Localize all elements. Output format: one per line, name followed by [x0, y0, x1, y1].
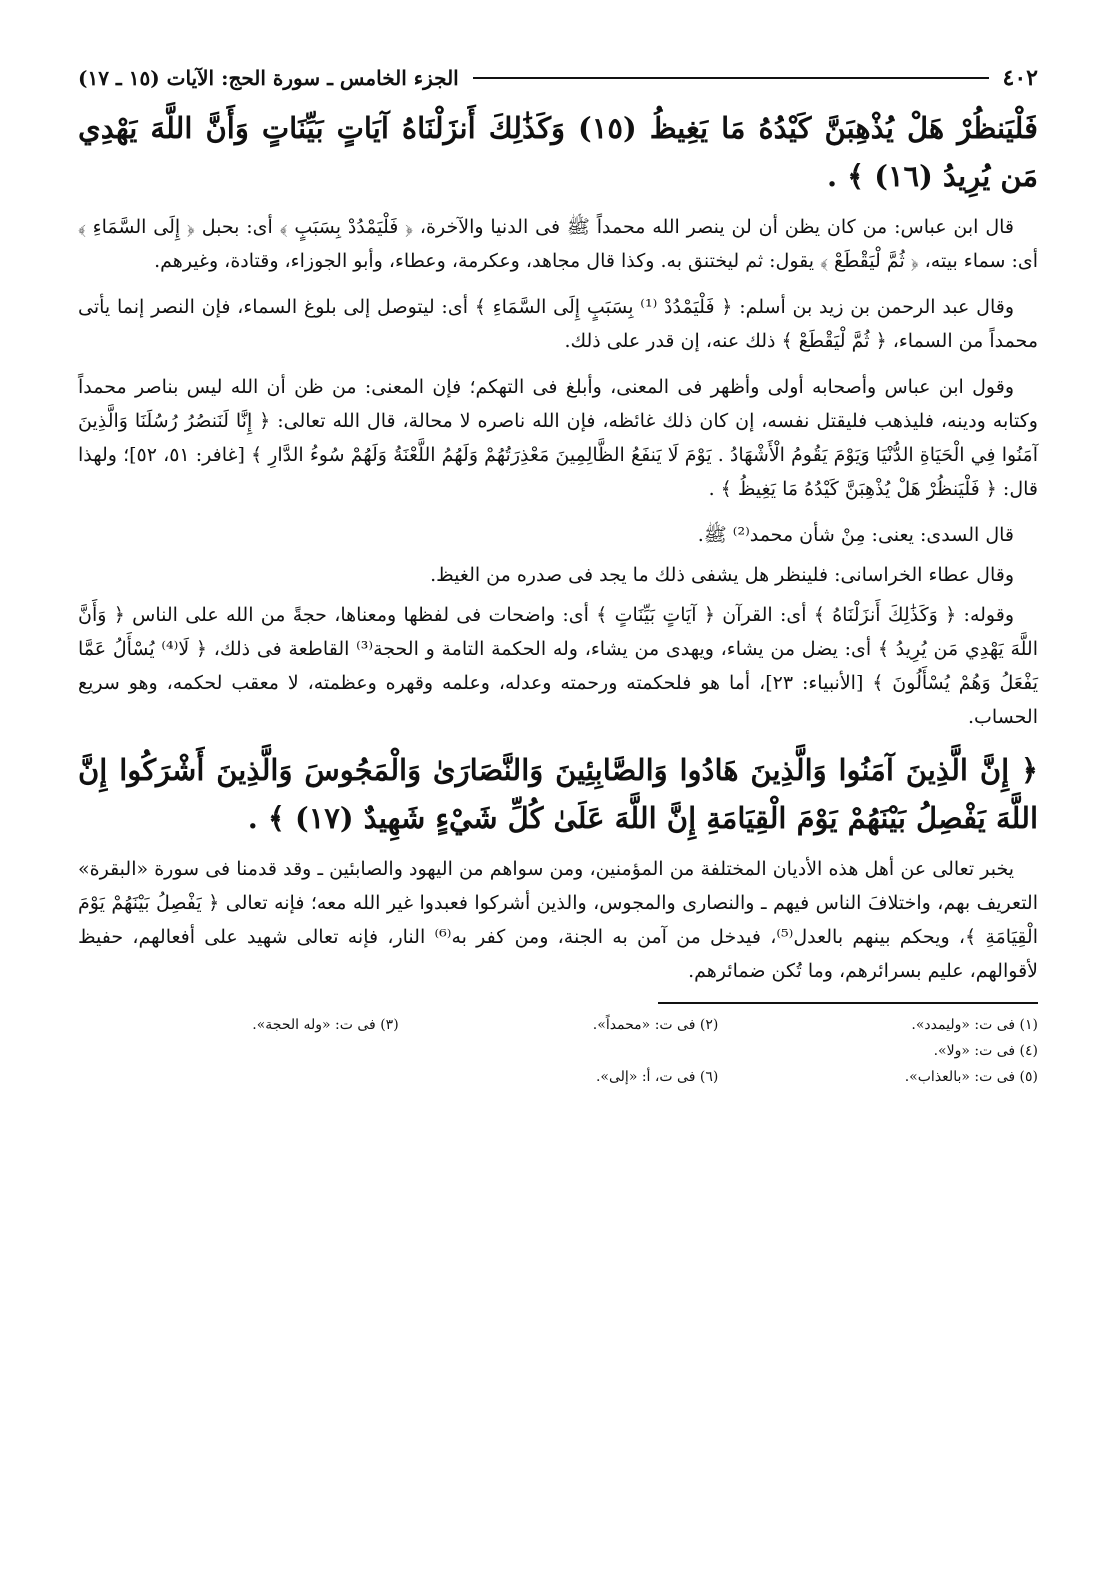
paragraph-verse-16: وقوله: ﴿ وَكَذَٰلِكَ أَنزَلْنَاهُ ﴾ أى: القرآن ﴿ آيَاتٍ بَيِّنَاتٍ ﴾ أى: واضحات فى لفظها ومعناها، حجةً من الله على الناس ﴿ وَأَنَّ اللَّهَ يَهْدِي مَن يُرِيدُ ﴾ أى: يضل من يشاء، ويهدى من يشاء، وله الحكمة التامة و الحجة⁽³⁾ القاطعة فى ذلك، ﴿ لَا⁽⁴⁾ يُسْأَلُ عَمَّا يَفْعَلُ وَهُمْ يُسْأَلُونَ ﴾ [الأنبياء: ٢٣]، أما هو فلحكمته ورحمته وعدله، وعلمه وقهره وعظمته، لا معقب لحكمه، وهو سريع الحساب.	[78, 604, 1038, 728]
paragraph-ata: وقال عطاء الخراسانى: فلينظر هل يشفى ذلك ما يجد فى صدره من الغيظ.	[430, 564, 1014, 586]
footnote-3: (٣) فى ت: «وله الحجة».	[252, 1017, 399, 1033]
page-number: ٤٠٢	[1002, 65, 1038, 91]
paragraph-commentary: وقول ابن عباس وأصحابه أولى وأظهر فى المعنى، وأبلغ فى التهكم؛ فإن المعنى: من ظن أن الله ليس بناصر محمداً وكتابه ودينه، فليذهب فليقتل نفسه، إن كان ذلك غائظه، فإن الله ناصره لا محالة، قال الله تعالى: ﴿ إِنَّا لَنَنصُرُ رُسُلَنَا وَالَّذِينَ آمَنُوا فِي الْحَيَاةِ الدُّنْيَا وَيَوْمَ يَقُومُ الْأَشْهَادُ . يَوْمَ لَا يَنفَعُ الظَّالِمِينَ مَعْذِرَتُهُمْ وَلَهُمُ اللَّعْنَةُ وَلَهُمْ سُوءُ الدَّارِ ﴾ [غافر: ٥١، ٥٢]؛ ولهذا قال: ﴿ فَلْيَنظُرْ هَلْ يُذْهِبَنَّ كَيْدُهُ مَا يَغِيظُ ﴾ .	[78, 376, 1038, 500]
header-rule	[473, 77, 989, 79]
quran-verse-17: ﴿ إِنَّ الَّذِينَ آمَنُوا وَالَّذِينَ هَادُوا وَالصَّابِئِينَ وَالنَّصَارَىٰ وَالْمَجُوسَ وَالَّذِينَ أَشْرَكُوا إِنَّ اللَّهَ يَفْصِلُ بَيْنَهُمْ يَوْمَ الْقِيَامَةِ إِنَّ اللَّهَ عَلَىٰ كُلِّ شَيْءٍ شَهِيدٌ (١٧) ﴾ .	[78, 753, 1038, 835]
page-header	[78, 58, 1038, 98]
quran-verse-15-16: فَلْيَنظُرْ هَلْ يُذْهِبَنَّ كَيْدُهُ مَا يَغِيظُ (١٥) وَكَذَٰلِكَ أَنزَلْنَاهُ آيَاتٍ بَيِّنَاتٍ وَأَنَّ اللَّهَ يَهْدِي مَن يُرِيدُ (١٦) ﴾ .	[78, 111, 1038, 193]
footnote-4: (٤) فى ت: «ولا».	[933, 1043, 1038, 1059]
page	[78, 58, 1038, 1090]
header-title: الجزء الخامس ـ سورة الحج: الآيات (١٥ ـ ١٧)	[78, 66, 459, 90]
footnote-5: (٥) فى ت: «بالعذاب».	[904, 1069, 1038, 1085]
paragraph-verse-17: يخبر تعالى عن أهل هذه الأديان المختلفة من المؤمنين، ومن سواهم من اليهود والصابئين ـ وقد قدمنا فى سورة «البقرة» التعريف بهم، واختلافَ الناس فيهم ـ والنصارى والمجوس، والذين أشركوا فعبدوا غير الله معه؛ فإنه تعالى ﴿ يَفْصِلُ بَيْنَهُمْ يَوْمَ الْقِيَامَةِ ﴾، ويحكم بينهم بالعدل⁽⁵⁾، فيدخل من آمن به الجنة، ومن كفر به⁽⁶⁾ النار، فإنه تعالى شهيد على أفعالهم، حفيظ لأقوالهم، عليم بسرائرهم، وما تُكن ضمائرهم.	[78, 858, 1038, 982]
footnotes	[78, 1012, 1038, 1090]
footnote-rule	[658, 1002, 1038, 1004]
footnote-2: (٢) فى ت: «محمداً».	[592, 1017, 719, 1033]
footnote-1: (١) فى ت: «وليمدد».	[911, 1017, 1038, 1033]
paragraph-ibn-abbas: قال ابن عباس: من كان يظن أن لن ينصر الله محمداً ﷺ فى الدنيا والآخرة، ﴿ فَلْيَمْدُدْ بِسَبَبٍ ﴾ أى: بحبل ﴿ إِلَى السَّمَاءِ ﴾ أى: سماء بيته، ﴿ ثُمَّ لْيَقْطَعْ ﴾ يقول: ثم ليختنق به. وكذا قال مجاهد، وعكرمة، وعطاء، وأبو الجوزاء، وقتادة، وغيرهم.	[78, 216, 1038, 272]
paragraph-suddi: قال السدى: يعنى: مِنْ شأن محمد⁽²⁾ ﷺ.	[697, 524, 1014, 546]
paragraph-ibn-zayd: وقال عبد الرحمن بن زيد بن أسلم: ﴿ فَلْيَمْدُدْ ⁽¹⁾ بِسَبَبٍ إِلَى السَّمَاءِ ﴾ أى: ليتوصل إلى بلوغ السماء، فإن النصر إنما يأتى محمداً من السماء، ﴿ ثُمَّ لْيَقْطَعْ ﴾ ذلك عنه، إن قدر على ذلك.	[78, 296, 1038, 352]
footnote-6: (٦) فى ت، أ: «إلى».	[595, 1069, 719, 1085]
